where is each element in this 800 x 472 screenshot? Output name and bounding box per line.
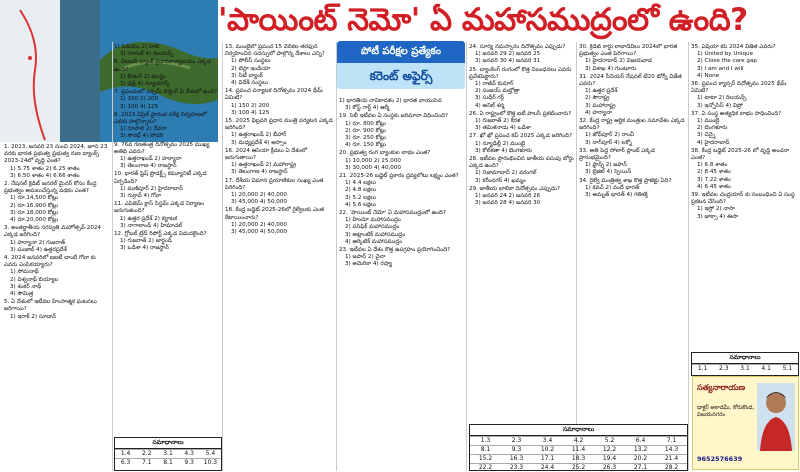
answer-cell: 2.3 (501, 436, 532, 445)
question-option: 3) 6.50 శాతం 4) 6.66 శాతం (10, 172, 80, 179)
question-text: 22. 'పాయింట్ నెమో' ఏ మహాసముద్రంలో ఉంది? (339, 210, 446, 217)
banner-top: పోటీ పరీక్షల ప్రత్యేకం (337, 41, 465, 63)
answer-cell: 7.1 (136, 458, 157, 467)
question-option: 2) Close the care gap (697, 58, 757, 65)
answer-cell: 6.4 (625, 436, 656, 445)
question-option: 1) జోధ్‌పూర్ 2) రాంచీ (585, 132, 635, 139)
question-option: 4) ఆర్కిటిక్ మహాసముద్రం (345, 238, 403, 245)
divider (466, 42, 467, 471)
answer-cell: 19.4 (594, 454, 625, 463)
question-option: 1) 20,000 2) 40,000 (231, 192, 287, 199)
answer-cell: 17.1 (532, 454, 563, 463)
question-item (339, 247, 464, 269)
question-text: 28. ఇటీవల ప్రారంభించిన జాతీయ పసుపు బోర్డు ఎక్కడ ఉంది? (469, 156, 574, 170)
question-item (225, 178, 335, 207)
question-option: 4) 6.45 శాతం (697, 183, 731, 190)
question-option: 3) కరీంనగర్ 4) ఖమ్మం (475, 177, 526, 184)
question-column-6 (579, 44, 686, 424)
question-option: 1) పోలీస్ సంస్థలు (231, 58, 271, 65)
answer-cell: 6.3 (115, 458, 136, 467)
answer-cell: 18.3 (563, 454, 594, 463)
question-option: 2) రూ.16,900 కోట్లు (10, 202, 59, 209)
question-option: 2) 4.8 లక్షలు (345, 187, 376, 194)
question-column-7 (691, 44, 797, 374)
question-option: 1) ఉత్తరాఖండ్ 2) హర్యానా (120, 156, 182, 163)
question-option: 1) మణిపూర్ 2) హైదరాబాద్ (120, 185, 183, 192)
question-option: 3) గుర్గావ్ 4) గోవా (120, 193, 162, 200)
question-text: 35. ఏషియా కప్ 2024 విజేత ఎవరు? (691, 44, 776, 50)
question-item (4, 225, 110, 254)
question-item (339, 150, 464, 172)
question-text: 18. కేంద్ర బడ్జెట్ 2025-26లో రైల్వేలకు ఎంత కేటాయించారు? (225, 207, 325, 221)
answer-cell: 25.2 (563, 463, 594, 472)
question-text: 1. 2023, జనవరి 23 నుంచి 2024, జూన్ 23 వరకు భారత ప్రభుత్వ ప్రభుత్వ రుణ బ్యాంక్స్ 2023-24లో వృద్ధి ఎంత? (4, 144, 108, 165)
question-option: 1) హైదరాబాద్ 2) విజయవాడ (585, 58, 652, 65)
answer-cell: 1.1 (692, 364, 713, 373)
question-text: 10. భారత్ ఫ్రెష్ ప్రొడక్ట్స్ కమ్యూనిటీ ఎక్కడ ఏర్పడింది? (114, 171, 207, 185)
question-option: 1) ముంబై (697, 118, 720, 125)
question-option: 3) 30,000 4) 40,000 (345, 164, 401, 171)
question-text: 9. 76వ గణతంత్ర దినోత్సవం 2025 ముఖ్య అతిథి ఎవరు? (114, 141, 210, 155)
question-item (691, 81, 797, 110)
question-item (579, 118, 686, 147)
question-option: 1) జనవరి 29 2) జనవరి 25 (475, 51, 541, 58)
question-item (114, 171, 220, 200)
question-item (339, 173, 464, 209)
question-option: 3) అట్లాంటిక్ మహాసముద్రం (345, 231, 406, 238)
divider (688, 42, 689, 471)
question-text: 37. ఏ సంస్థ అత్యధిక లాభం సాధించింది? (691, 110, 782, 117)
question-option: 4) None (697, 72, 720, 79)
question-option: 1) హిందూ మహాసముద్రం (345, 217, 401, 224)
question-option: 1) 20,000 2) 40,000 (231, 221, 287, 228)
question-option: 3) బ్రెజిల్ 4) స్పెయిన్ (585, 169, 632, 176)
question-text: 16. 2024 ఆసియా క్రీడలు ఏ దేశంలో జరుగుతాయి? (225, 147, 307, 162)
question-item (225, 88, 335, 117)
question-option: 3) ఒడిశా 4) రాజస్థాన్ (120, 245, 169, 252)
answer-cell: 16.3 (501, 454, 532, 463)
question-item (4, 299, 110, 321)
question-option: 1) ఇరాక్ 2) సూడాన్ (10, 313, 56, 320)
question-option: 3) ఢిల్లీ 4) న్యూయార్క్ (120, 81, 171, 88)
divider (336, 42, 337, 471)
question-text: 6. ఏఐఐబీ బ్యాంక్ ప్రధానకార్యాలయం ఎక్కడ ఉంది? (114, 59, 211, 73)
answer-cell: 2.3 (713, 364, 734, 373)
answer-cell: 22.2 (470, 463, 501, 472)
question-item (579, 74, 686, 117)
question-option: 3) శంకర్ నాథ్ (10, 283, 42, 290)
question-option: 3) 45,000 4) 50,000 (231, 229, 287, 236)
answer-cell: 2.2 (136, 449, 157, 458)
question-option: 3) జనవరి 30 4) జనవరి 31 (475, 58, 541, 65)
question-option: 1) బీజింగ్ 2) షాంఘై (120, 73, 166, 80)
answer-key-title: సమాధానాలు (692, 353, 798, 364)
answer-cell: 14.3 (656, 445, 687, 454)
question-option: 4) రూ.20,000 కోట్లు (10, 217, 59, 224)
author-phone: 9652576639 (697, 455, 743, 463)
answer-cell: 26.3 (594, 463, 625, 472)
question-option: 3) 7.22 శాతం (697, 176, 731, 183)
answer-cell: 9.3 (501, 445, 532, 454)
question-text: 1) పేడియం 2) హెటి (114, 44, 160, 50)
question-text: 34. రైల్వే మంత్రిత్వ శాఖ కొత్త ప్రాజెక్టు ఏది? (579, 177, 672, 184)
question-option: 1) రూ. 800 కోట్లు (345, 120, 386, 127)
question-option: 3) నాగాలాండ్ 4) హిమాచల్ (120, 222, 183, 229)
question-option: 3) 100 4) 125 (120, 103, 159, 110)
answer-cell: 20.2 (625, 454, 656, 463)
answer-cell: 8.1 (157, 458, 178, 467)
question-item (469, 44, 574, 66)
question-column-1 (4, 144, 110, 469)
question-option: 3) తమిళనాడు 4) ఒడిశా (475, 125, 531, 132)
question-option: 4) రూ. 150 కోట్లు (345, 142, 386, 149)
question-option: 2) బెంగళూరు (697, 125, 728, 132)
question-option: 3) ఇన్ఫోసిస్ 4) విప్రో (697, 102, 743, 109)
question-option: 4) విదేశీ సంస్థలు (231, 80, 268, 87)
question-text: 33. అతి పెద్ద సోలార్ ప్లాంట్ ఎక్కడ ప్రారంభమైంది? (579, 147, 656, 162)
answer-cell: 9.3 (179, 458, 200, 467)
question-option: 2) పసిఫిక్ మహాసముద్రం (345, 224, 400, 231)
question-option: 1) ఉత్తర ప్రదేశ్ (585, 88, 618, 95)
question-option: 3) సుధీర్ గర్గ్ (475, 95, 505, 102)
answer-cell: 13.2 (625, 445, 656, 454)
current-affairs-banner (337, 41, 465, 95)
question-option: 4) అనిల్ శర్మ (475, 102, 505, 109)
question-option: 1) నిజామాబాద్ 2) వరంగల్ (475, 170, 537, 177)
question-item (469, 111, 574, 133)
question-item (579, 178, 686, 200)
question-option: 3) మహారాష్ట్ర (585, 102, 616, 109)
answer-cell: 5.2 (594, 436, 625, 445)
question-item (469, 156, 574, 185)
question-text: 21. 2025-26 బడ్జెట్ ప్రకారం ద్రవ్యలోటు లక్ష్యం ఎంత? (339, 173, 459, 180)
answer-cell: 10.2 (532, 445, 563, 454)
question-item (225, 207, 335, 236)
question-option: 1) 6.8 శాతం (697, 162, 728, 169)
question-option: 3) రూ. 250 కోట్లు (345, 135, 386, 142)
question-text: 17. దేశీయ విమాన ప్రయాణికుల సంఖ్య ఎంత పెరిగింది? (225, 177, 324, 191)
question-item (691, 44, 797, 80)
question-option: 3) విశాఖ 4) గుంటూరు (585, 65, 637, 72)
answer-cell: 5.4 (200, 449, 221, 458)
question-text: 25. బ్యాంకింగ్ రంగంలో కొత్త నిబంధనలు ఎవరు ప్రవేశపెట్టారు? (469, 66, 572, 80)
question-text: 7. ప్రపంచంలో పశ్చిమ్ బిల్డింగ్ ఏ దేశంలో ఉంది? (114, 89, 218, 96)
question-item (4, 144, 110, 180)
question-option: 2) సౌరాష్ట్ర (585, 95, 610, 102)
answer-key-left (114, 437, 222, 471)
answer-key-middle (469, 424, 688, 471)
question-option: 3) అమృత్ భారత్ 4) గతిశక్తి (585, 192, 648, 199)
question-item (339, 210, 464, 246)
question-text: 29. జాతీయ బాలికా దినోత్సవం ఎప్పుడు? (469, 185, 560, 192)
answer-key-title: సమాధానాలు (470, 425, 687, 436)
question-item (579, 44, 686, 73)
question-option: 3) నాగ్‌పూర్ 4) లక్నో (585, 139, 632, 146)
question-item (114, 59, 220, 88)
answer-cell: 4.3 (179, 449, 200, 458)
headline: 'పాయింట్ నెమో' ఏ మహాసముద్రంలో ఉంది? (218, 2, 748, 38)
question-item (4, 181, 110, 224)
divider (576, 42, 577, 471)
question-option: 1) టాటా 2) రిలయన్స్ (697, 95, 747, 102)
question-text: 12. గ్లోబల్ ట్రేడ్ రిపోర్ట్ ఎక్కడ విడుదలైంది? (114, 231, 207, 238)
question-option: 3) గూగుల్ 4) రిలయన్స్ (120, 51, 174, 58)
question-text: 4. 2024 జనవరిలో ఐఐటీ బాంబే గోవా కు ఎవరు ఎంపికయ్యారు? (4, 255, 96, 269)
question-text: 13. ముంబైలో ప్రపంచ 15 వేదికల తరఫున నిర్వహించిన సదస్సులో పాల్గొన్న దేశాలు ఎన్ని? (225, 44, 325, 58)
question-item (114, 44, 220, 58)
question-text: 24. సూర్య నమస్కారం దినోత్సవం ఎప్పుడు? (469, 44, 566, 50)
question-option: 3) కోల్‌కతా 4) బెంగళూరు (475, 147, 532, 154)
question-option: 1) రాజీవ్ కుమార్ (475, 81, 514, 88)
question-text: 8. 2023 ఏప్రిల్ ప్రారంభ పరీక్ష నిర్వహణలో ఎవరు పాల్గొన్నారు? (114, 111, 207, 126)
question-item (225, 118, 335, 147)
question-option: 4) హైదరాబాద్ (697, 139, 730, 146)
answer-cell: 1.3 (470, 436, 501, 445)
question-item (339, 98, 464, 112)
question-option: 3) కోస్ట్ గార్డ్ 4) ఆర్మీ (345, 105, 390, 112)
question-text: 39. ఇటీవల చంద్రయాన్ కు సంబంధించి ఏ సంస్థ ప్రకటన చేసింది? (691, 192, 795, 206)
question-option: 1) హర్యానా 2) గుజరాత్ (10, 239, 66, 246)
question-option: 1) జనవరి 24 2) జనవరి 26 (475, 193, 541, 200)
author-address: డాక్టర్ అకాడమీ, కోరుకొండ, విజయనగరం (697, 405, 755, 418)
question-option: 3) పంజాబ్ 4) ఉత్తరప్రదేశ్ (10, 246, 67, 253)
answer-cell: 21.4 (656, 454, 687, 463)
question-text: 11. ఎపిజెమ్ క్లాస్ సిస్టమ్ ఎక్కడ నిర్మాణం జరుగుతుంది? (114, 201, 204, 215)
answer-cell: 5.1 (777, 364, 798, 373)
question-option: 1) ఇస్రో 2) నాసా (697, 206, 735, 213)
question-item (225, 44, 335, 87)
question-item (114, 112, 220, 141)
question-text: 32. కేంద్ర రాష్ట్ర ఆర్థిక మంత్రుల సమావేశం ఎక్కడ జరిగింది? (579, 118, 685, 132)
question-option: 1) రూ.14,500 కోట్లు (10, 195, 59, 202)
question-option: 3) మధ్యప్రదేశ్ 4) అస్సాం (231, 139, 287, 146)
answer-cell: 1.4 (115, 449, 136, 458)
answer-cell: 3.1 (734, 364, 755, 373)
question-item (114, 201, 220, 230)
question-option: 1) ఉత్తరాఖండ్ 2) మహారాష్ట్ర (231, 162, 297, 169)
question-text: 31. 2024 సీనియర్ నేషనల్ టీ20 టోర్నీ విజేత ఎవరు? (579, 73, 682, 88)
question-option: 3) జాక్సా 4) ఈసా (697, 213, 739, 220)
question-text: 5. ఏ దేశంలో ఇటీవల హింసాత్మక ఘటనలు జరిగాయి? (4, 299, 97, 313)
answer-cell: 28.2 (656, 463, 687, 472)
question-option: 2) టెస్లా ఇండియా (231, 65, 271, 72)
answer-cell: 7.1 (656, 436, 687, 445)
author-name: సత్యనారాయణ (697, 383, 746, 392)
author-photo (757, 383, 795, 451)
question-text: 30. క్రెడిట్ కార్డు లావాదేవీలు 2024లో భారత ప్రభుత్వం ఎంత పెరిగాయి? (579, 44, 678, 58)
question-option: 1) ఫ్రాన్స్ 2) జపాన్ (585, 162, 627, 169)
answer-cell: 24.4 (532, 463, 563, 472)
question-text: 3. అంతర్జాతీయ సరస్వతి మహోత్సవ్-2024 ఎక్కడ జరిగింది? (4, 225, 101, 239)
question-text: 19. సెబీ ఇటీవల ఏ సంస్థకు జరిమానా విధించింది? (339, 113, 449, 120)
question-option: 3) తెలంగాణ 4) రాజస్థాన్ (120, 163, 177, 170)
question-option: 3) I am and I will (697, 65, 744, 72)
question-item (691, 111, 797, 147)
question-option: 3) 100 4) 125 (231, 109, 270, 116)
question-text: 27. ఖో ఖో ప్రపంచ కప్ 2025 ఎక్కడ జరిగింది? (469, 133, 573, 140)
answer-cell: 23.3 (501, 463, 532, 472)
question-item (469, 67, 574, 110)
question-option: 2) 8.45 శాతం (697, 169, 731, 176)
question-column-4 (339, 98, 464, 469)
question-option: 2) రూ. 900 కోట్లు (345, 127, 386, 134)
answer-cell: 10.3 (200, 458, 221, 467)
question-option: 3) సౌరభ్ 4) సోదరి (120, 133, 163, 140)
question-option: 1) సోమనాథ్ (10, 269, 39, 276)
question-text: 36. ప్రపంచ క్యాన్సర్ దినోత్సవం 2025 థీమ్ ఏమిటి? (691, 81, 787, 95)
answer-cell: 4.1 (756, 364, 777, 373)
answer-cell: 3.4 (532, 436, 563, 445)
question-option: 3) 45,000 4) 50,000 (231, 199, 287, 206)
question-option: 1) 5.75 శాతం 2) 6.25 శాతం (10, 165, 80, 172)
question-text: 14. ప్రపంచ పర్యాటక దినోత్సవం 2024 థీమ్ ఏమిటి? (225, 88, 323, 102)
question-column-5 (469, 44, 574, 424)
question-option: 1) 150 2) 200 (120, 96, 159, 103)
question-item (114, 231, 220, 253)
question-option: 1) గుజరాత్ 2) జార్ఖండ్ (120, 238, 172, 245)
answer-cell: 4.2 (563, 436, 594, 445)
answer-key-right (691, 352, 799, 376)
question-option: 1) United by Unique (697, 51, 754, 58)
question-option: 4) హర్యానా (585, 109, 612, 116)
answer-cell: 27.1 (625, 463, 656, 472)
question-item (469, 133, 574, 155)
banner-bottom: కరెంట్ అఫైర్స్ (337, 63, 465, 89)
question-option: 1) 4.4 లక్షలు (345, 180, 376, 187)
question-option: 4) సౌమిత్ర (10, 291, 34, 298)
question-item (4, 255, 110, 298)
question-column-2 (114, 44, 220, 439)
author-box (692, 376, 799, 470)
question-option: 1) రూపాలి 2) దేవరా (120, 126, 167, 133)
question-item (469, 186, 574, 208)
divider (222, 42, 223, 471)
question-option: 3) తెలంగాణ 4) రాజస్థాన్ (231, 169, 288, 176)
question-option: 1) ఉత్తరాఖండ్ 2) బీహార్ (231, 132, 287, 139)
question-column-3 (225, 44, 335, 471)
question-option: 3) అమెరికా 4) రష్యా (345, 261, 393, 268)
question-option: 2) సంజయ్ మల్హోత్రా (475, 88, 520, 95)
question-text: 20. ప్రభుత్వ రంగ బ్యాంకుల లాభం ఎంత? (339, 150, 431, 157)
divider (112, 42, 113, 471)
question-option: 1) గుజరాత్ 2) కేరళ (475, 118, 521, 125)
question-option: 1) ఉత్తర ప్రదేశ్ 2) కర్ణాటక (120, 215, 178, 222)
question-text: 2. నేషనల్ క్రెడిట్ జనరల్ మైనర్ కోసం కేంద్ర ప్రభుత్వం అమలుచేస్తున్న పథకం ఎంత? (4, 181, 97, 195)
question-option: 1) 10,000 2) 25,000 (345, 157, 401, 164)
question-item (114, 89, 220, 111)
question-text: 38. కేంద్ర బడ్జెట్ 2025-26 లో వృద్ధి అంచనా ఎంత? (691, 147, 790, 162)
question-text: 26. ఏ రాష్ట్రంలో కొత్త ఐటీ పాలసీ ప్రకటించారు? (469, 110, 572, 117)
question-item (114, 142, 220, 171)
question-option: 3) చెన్నై (697, 132, 716, 139)
answer-cell: 15.2 (470, 454, 501, 463)
question-option: 1) న్యూఢిల్లీ 2) ముంబై (475, 140, 526, 147)
question-text: 23. ఇటీవల ఏ దేశం కొత్త ఉపగ్రహం ప్రయోగించింది? (339, 247, 451, 254)
answer-cell: 12.2 (594, 445, 625, 454)
question-item (339, 113, 464, 149)
question-option: 1) కవచ్ 2) వందే భారత్ (585, 184, 640, 191)
question-item (691, 192, 797, 221)
question-option: 1) 150 2) 200 (231, 102, 270, 109)
question-option: 2) విశ్వనాథ్ బియ్యాల (10, 276, 59, 283)
answer-key-title: సమాధానాలు (115, 438, 221, 449)
question-option: 1) జపాన్ 2) చైనా (345, 254, 386, 261)
question-option: 3) జనవరి 28 4) జనవరి 30 (475, 200, 541, 207)
question-text: 15. 2025 ఫిబ్రవరి ప్రధాన మంత్రి పర్యటన ఎక్కడ జరిగింది? (225, 118, 333, 132)
question-item (225, 148, 335, 177)
question-option: 4) 5.6 లక్షలు (345, 201, 376, 208)
question-item (579, 148, 686, 177)
answer-cell: 8.1 (470, 445, 501, 454)
question-text: 1) భారతీయ నావికాదళం 2) భారత వాయుసేన (339, 98, 442, 104)
question-option: 3) రూ.18,000 కోట్లు (10, 209, 59, 216)
answer-cell: 11.4 (563, 445, 594, 454)
question-option: 3) 5.2 లక్షలు (345, 194, 376, 201)
answer-cell: 3.1 (157, 449, 178, 458)
question-item (691, 148, 797, 191)
question-option: 3) సిటీ బ్యాంక్ (231, 72, 263, 79)
